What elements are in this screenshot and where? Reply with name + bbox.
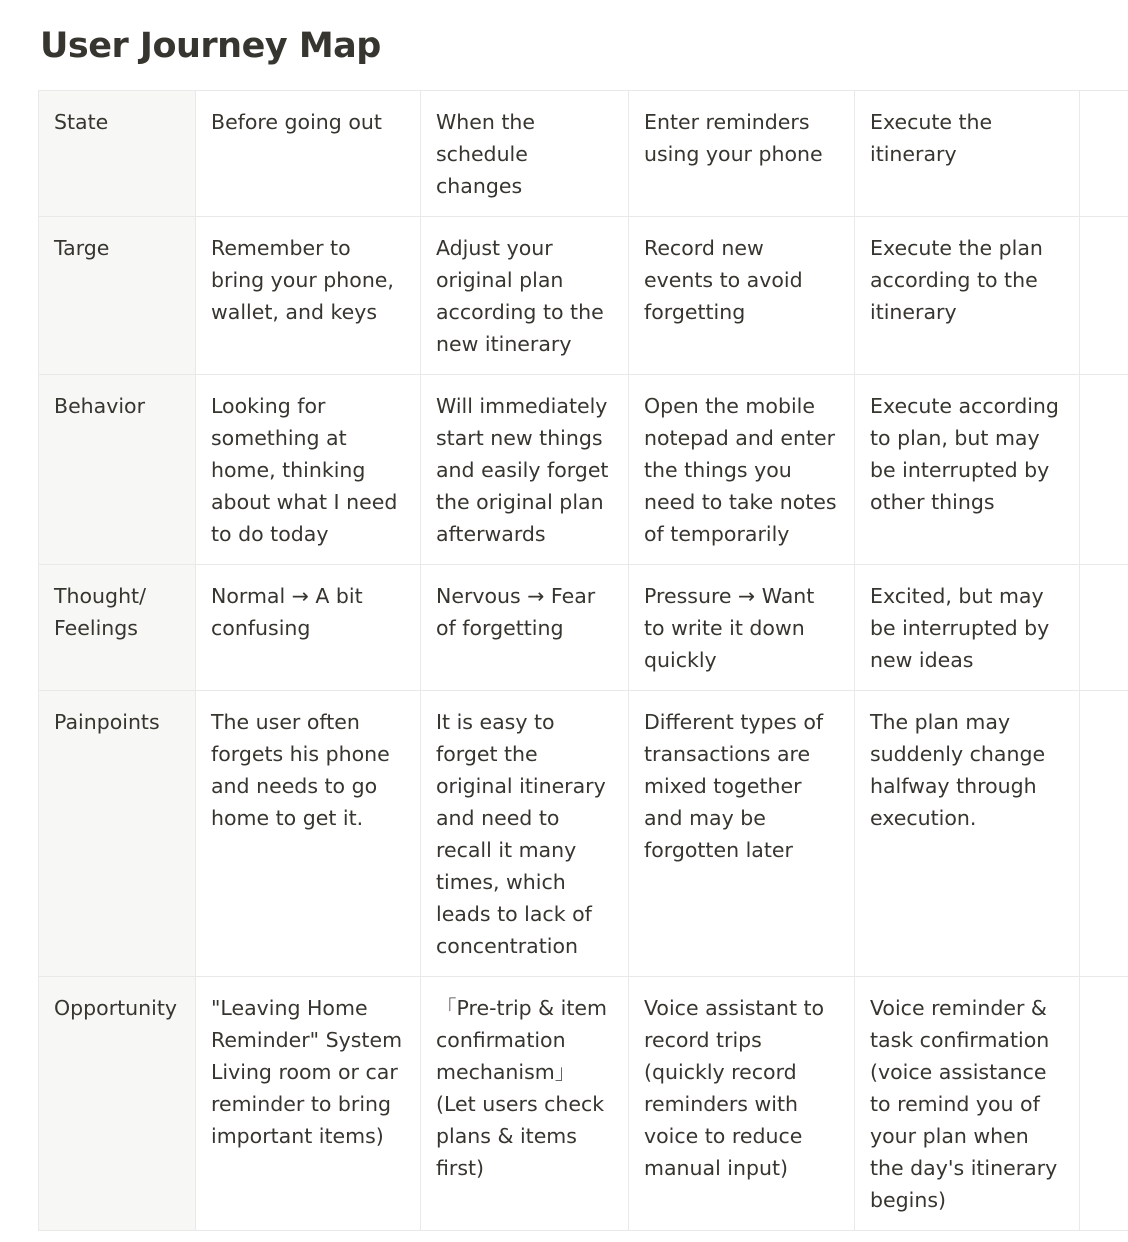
table-cell-empty[interactable] [1080,977,1128,1231]
row-header-behavior[interactable]: Behavior [39,375,196,565]
table-cell[interactable]: Before going out [196,91,421,217]
table-row-behavior [39,375,1128,565]
table-cell[interactable]: Voice assistant to record trips (quickly record reminders with voice to reduce manual input) [629,977,855,1231]
table-cell[interactable]: Adjust your original plan according to the new itinerary [421,217,629,375]
table-cell[interactable]: 「Pre-trip & item confirmation mechanism」(Let users check plans & items first) [421,977,629,1231]
journey-table [38,90,1128,1231]
table-cell[interactable]: The plan may suddenly change halfway through execution. [855,691,1080,977]
table-cell-empty[interactable] [1080,91,1128,217]
table-cell[interactable]: It is easy to forget the original itinerary and need to recall it many times, which leads to lack of concentration [421,691,629,977]
page-title: User Journey Map [40,26,381,66]
table-cell[interactable]: Different types of transactions are mixed together and may be forgotten later [629,691,855,977]
table-cell[interactable]: Looking for something at home, thinking about what I need to do today [196,375,421,565]
table-cell-empty[interactable] [1080,217,1128,375]
table-row-targe [39,217,1128,375]
table-row-state [39,91,1128,217]
table-cell[interactable]: Enter reminders using your phone [629,91,855,217]
table-row-painpoints [39,691,1128,977]
table-cell[interactable]: When the schedule changes [421,91,629,217]
table-cell-empty[interactable] [1080,691,1128,977]
table-cell[interactable]: Will immediately start new things and easily forget the original plan afterwards [421,375,629,565]
row-header-thought-feelings[interactable]: Thought/ Feelings [39,565,196,691]
table-cell[interactable]: "Leaving Home Reminder" System Living room or car reminder to bring important items) [196,977,421,1231]
table-cell[interactable]: The user often forgets his phone and needs to go home to get it. [196,691,421,977]
journey-table-container [38,90,1128,1231]
table-cell[interactable]: Voice reminder & task confirmation (voice assistance to remind you of your plan when the day's itinerary begins) [855,977,1080,1231]
row-header-targe[interactable]: Targe [39,217,196,375]
table-cell[interactable]: Pressure → Want to write it down quickly [629,565,855,691]
table-cell[interactable]: Normal → A bit confusing [196,565,421,691]
table-cell[interactable]: Nervous → Fear of forgetting [421,565,629,691]
table-cell-empty[interactable] [1080,565,1128,691]
table-cell[interactable]: Excited, but may be interrupted by new ideas [855,565,1080,691]
row-header-painpoints[interactable]: Painpoints [39,691,196,977]
table-cell[interactable]: Execute the itinerary [855,91,1080,217]
table-cell-empty[interactable] [1080,375,1128,565]
table-cell[interactable]: Open the mobile notepad and enter the things you need to take notes of temporarily [629,375,855,565]
table-cell[interactable]: Record new events to avoid forgetting [629,217,855,375]
table-row-thought-feelings [39,565,1128,691]
table-cell[interactable]: Remember to bring your phone, wallet, and keys [196,217,421,375]
row-header-state[interactable]: State [39,91,196,217]
table-cell[interactable]: Execute according to plan, but may be interrupted by other things [855,375,1080,565]
table-cell[interactable]: Execute the plan according to the itinerary [855,217,1080,375]
table-row-opportunity [39,977,1128,1231]
row-header-opportunity[interactable]: Opportunity [39,977,196,1231]
